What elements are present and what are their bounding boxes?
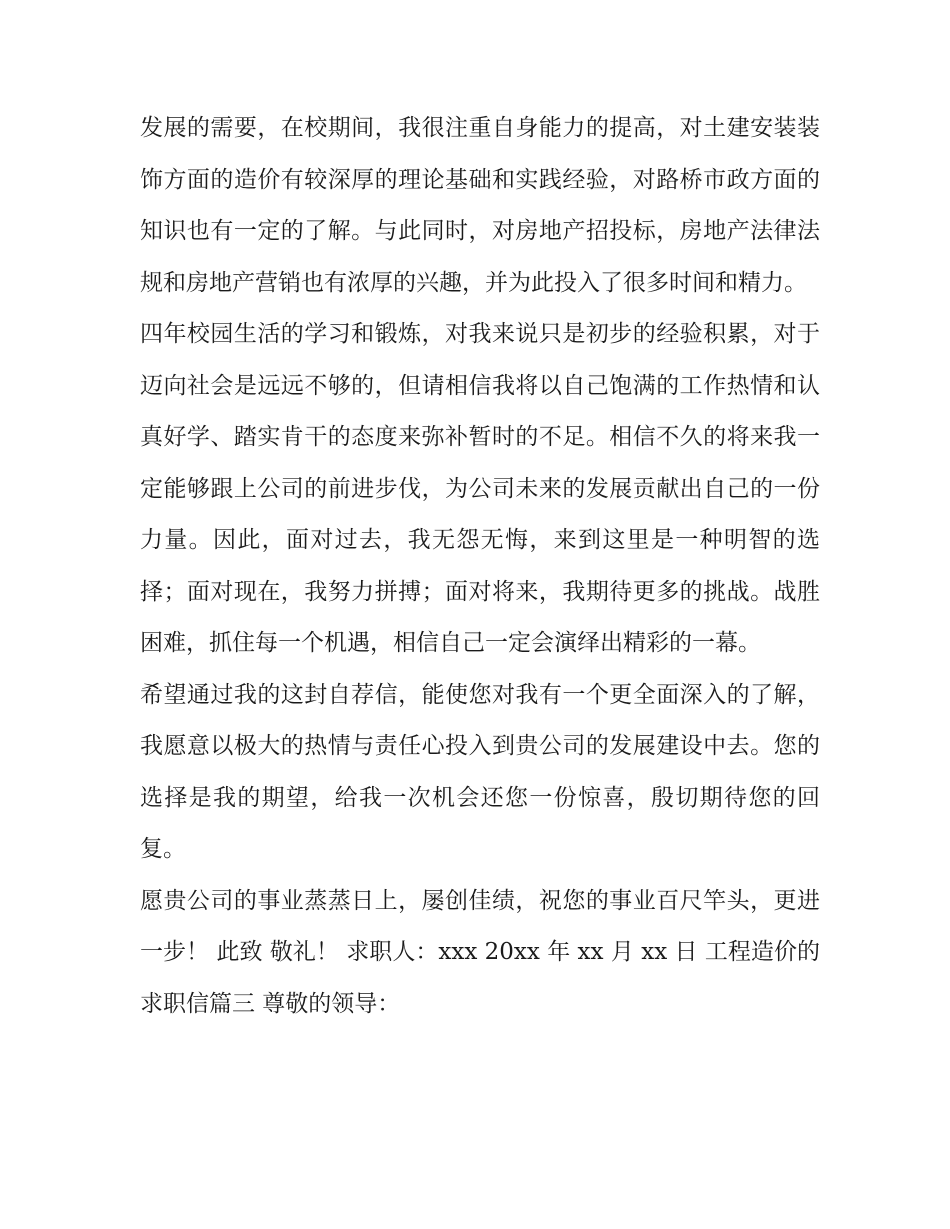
paragraph-closing: 愿贵公司的事业蒸蒸日上，屡创佳绩，祝您的事业百尺竿头，更进一步！ 此致 敬礼！ 求职人：xxx 20xx 年 xx 月 xx 日 工程造价的求职信篇三 尊敬的领导： [140, 887, 820, 1017]
paragraph-skills: 发展的需要，在校期间，我很注重自身能力的提高，对土建安装装饰方面的造价有较深厚的理论基础和实践经验，对路桥市政方面的知识也有一定的了解。与此同时，对房地产招投标，房地产法律法规和房地产营销也有浓厚的兴趣，并为此投入了很多时间和精力。 [140, 115, 820, 296]
paragraph-hope: 希望通过我的这封自荐信，能使您对我有一个更全面深入的了解，我愿意以极大的热情与责任心投入到贵公司的发展建设中去。您的选择是我的期望，给我一次机会还您一份惊喜，殷切期待您的回复。 [140, 681, 820, 862]
paragraph-commitment: 四年校园生活的学习和锻炼，对我来说只是初步的经验积累，对于迈向社会是远远不够的，但请相信我将以自己饱满的工作热情和认真好学、踏实肯干的态度来弥补暂时的不足。相信不久的将来我一定能够跟上公司的前进步伐，为公司未来的发展贡献出自己的一份力量。因此，面对过去，我无怨无悔，来到这里是一种明智的选择；面对现在，我努力拼搏；面对将来，我期待更多的挑战。战胜困难，抓住每一个机遇，相信自己一定会演绎出精彩的一幕。 [140, 321, 820, 656]
document-body [140, 103, 820, 1030]
